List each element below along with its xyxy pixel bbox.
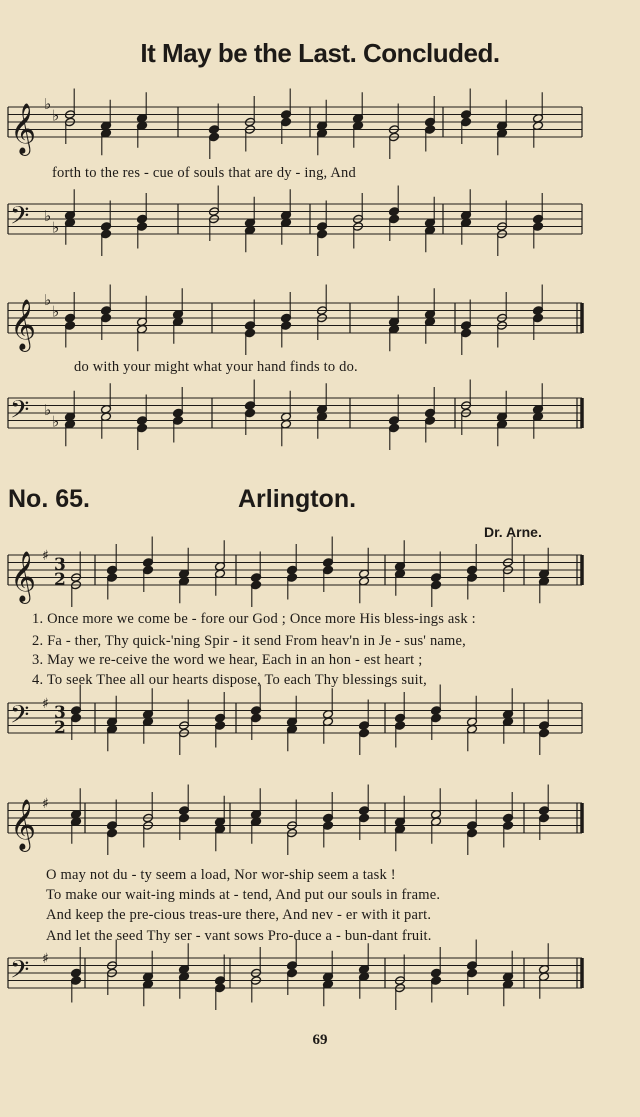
- svg-text:2: 2: [54, 570, 66, 590]
- clefs: [10, 95, 66, 991]
- svg-text:𝄞: 𝄞: [10, 551, 37, 602]
- staff-lines: [8, 107, 582, 988]
- verse-3-line-2: And keep the pre-cious treas-ure there, And nev - er with it part.: [46, 907, 432, 923]
- page-title: It May be the Last. Concluded.: [140, 38, 500, 68]
- svg-text:♯: ♯: [42, 951, 49, 967]
- composer: Dr. Arne.: [484, 524, 542, 540]
- svg-text:𝄞: 𝄞: [10, 299, 37, 350]
- verse-2-line-1: 2. Fa - ther, Thy quick-'ning Spir - it send From heav'n in Je - sus' name,: [32, 633, 466, 649]
- svg-text:♭: ♭: [44, 95, 52, 113]
- svg-text:♭: ♭: [52, 106, 60, 125]
- svg-text:♭: ♭: [44, 291, 52, 309]
- hymn-number: No. 65.: [8, 485, 90, 513]
- svg-text:♭: ♭: [52, 302, 60, 321]
- verse-1-line-2: O may not du - ty seem a load, Nor wor-ship seem a task !: [46, 867, 396, 883]
- svg-text:3: 3: [54, 555, 66, 575]
- verse-4-line-2: And let the seed Thy ser - vant sows Pro-duce a - bun-dant fruit.: [46, 928, 432, 944]
- svg-text:♭: ♭: [44, 401, 52, 419]
- svg-text:𝄢: 𝄢: [10, 955, 30, 991]
- svg-text:𝄞: 𝄞: [10, 799, 37, 850]
- verse-1-line-1: 1. Once more we come be - fore our God ; Once more His bless-ings ask :: [32, 611, 476, 627]
- svg-text:♭: ♭: [44, 207, 52, 225]
- svg-text:𝄢: 𝄢: [10, 395, 30, 431]
- page-number: 69: [312, 1032, 328, 1048]
- svg-text:𝄢: 𝄢: [10, 201, 30, 237]
- svg-text:♯: ♯: [42, 548, 49, 564]
- verse-3-line-1: 3. May we re-ceive the word we hear, Each in an hon - est heart ;: [32, 652, 423, 668]
- verse-2-line-2: To make our wait-ing minds at - tend, And put our souls in frame.: [46, 887, 441, 903]
- verse-4-line-1: 4. To seek Thee all our hearts dispose, To each Thy blessings suit,: [32, 672, 427, 688]
- lyric-line-upper-2: do with your might what your hand finds to do.: [74, 359, 358, 375]
- svg-text:♭: ♭: [52, 412, 60, 431]
- svg-text:♯: ♯: [42, 696, 49, 712]
- lyric-line-upper-1: forth to the res - cue of souls that are dy - ing, And: [52, 165, 356, 181]
- svg-text:♯: ♯: [42, 796, 49, 812]
- svg-text:𝄢: 𝄢: [10, 700, 30, 736]
- bar-lines: [8, 107, 582, 988]
- svg-text:♭: ♭: [52, 218, 60, 237]
- svg-text:𝄞: 𝄞: [10, 103, 37, 154]
- hymn-title: Arlington.: [238, 485, 357, 513]
- svg-text:3: 3: [54, 703, 66, 723]
- svg-text:2: 2: [54, 718, 66, 738]
